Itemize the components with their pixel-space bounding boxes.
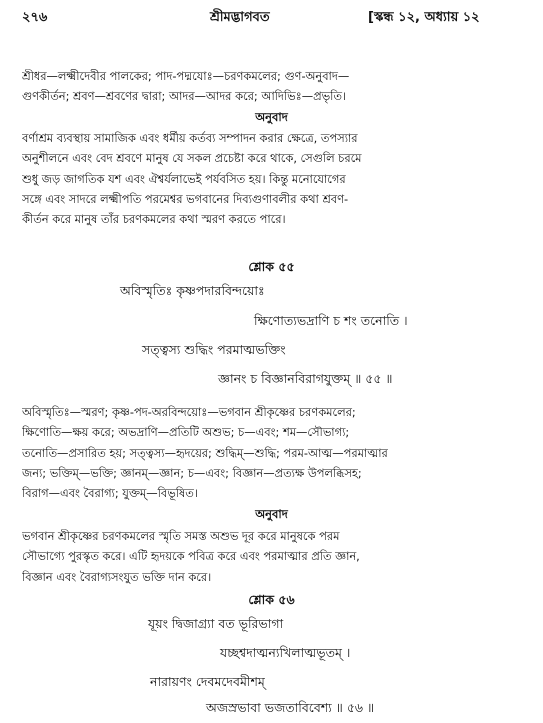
translation-line: কীর্তন করে মানুষ তাঁর চরণকমলের কথা স্মরণ করতে পারে। bbox=[22, 212, 286, 227]
synonym-line: জন্য; ভক্তিম্—ভক্তি; জ্ঞানম্—জ্ঞান; চ—এবং; বিজ্ঞান—প্রত্যক্ষ উপলব্ধিসহ; bbox=[22, 465, 362, 480]
synonyms-block-55 bbox=[22, 402, 525, 503]
translation-line: সৌভাগ্যে পুরস্কৃত করে। এটি হৃদয়কে পবিত্র করে এবং পরমাত্মার প্রতি জ্ঞান, bbox=[22, 549, 360, 564]
verse-56-line-4: অজস্রভাবা ভজতাবিবেশ্য ॥ ৫৬ ॥ bbox=[206, 700, 375, 715]
book-title: শ্রীমদ্ভাগবত bbox=[210, 10, 270, 25]
translation-block-55 bbox=[22, 526, 525, 587]
verse-55-line-2: ক্ষিণোত্যভদ্রাণি চ শং তনোতি । bbox=[254, 313, 408, 328]
verse-heading-55: শ্লোক ৫৫ bbox=[248, 259, 295, 274]
verse-56-line-1: যূয়ং দ্বিজাগ্র্যা বত ভূরিভাগা bbox=[148, 616, 284, 631]
verse-heading-56: শ্লোক ৫৬ bbox=[248, 592, 295, 607]
translation-line: ভগবান শ্রীকৃষ্ণের চরণকমলের স্মৃতি সমস্ত অশুভ দূর করে মানুষকে পরম bbox=[22, 529, 340, 543]
synonym-line: বিরাগ—এবং বৈরাগ্য; যুক্তম্—বিভূষিত। bbox=[22, 486, 198, 501]
translation-heading-55: অনুবাদ bbox=[255, 507, 288, 521]
translation-line: অনুশীলনে এবং বেদ শ্রবণে মানুষ যে সকল প্রচেষ্টা করে থাকে, সেগুলি চরমে bbox=[22, 151, 362, 166]
chapter-reference: [স্কন্ধ ১২, অধ্যায় ১২ bbox=[368, 10, 480, 25]
verse-56-line-2: যচ্ছশ্বদাত্মন্যখিলাত্মভূতম্ । bbox=[220, 645, 351, 660]
verse-55-line-4: জ্ঞানং চ বিজ্ঞানবিরাগযুক্তম্ ॥ ৫৫ ॥ bbox=[218, 371, 393, 386]
synonym-line: শ্রীধর—লক্ষ্মীদেবীর পালকের; পাদ-পদ্মযোঃ—চরণকমলের; গুণ-অনুবাদ— bbox=[22, 69, 350, 83]
page-number: ২৭৬ bbox=[22, 10, 48, 25]
translation-line: সঙ্গে এবং সাদরে লক্ষ্মীপতি পরমেশ্বর ভগবানের দিব্যগুণাবলীর কথা শ্রবণ- bbox=[22, 191, 349, 206]
synonyms-block-54 bbox=[22, 66, 525, 107]
verse-55-line-3: সত্ত্বস্য শুদ্ধিং পরমাত্মভক্তিং bbox=[142, 342, 286, 357]
translation-heading: অনুবাদ bbox=[255, 110, 288, 124]
verse-56-line-3: নারায়ণং দেবমদেবমীশম্ bbox=[150, 674, 265, 689]
synonym-line: তনোতি—প্রসারিত হয়; সত্ত্বস্য—হৃদয়ের; শুদ্ধিম্—শুদ্ধি; পরম-আত্ম—পরমাত্মার bbox=[22, 445, 388, 460]
synonym-line: ক্ষিণোতি—ক্ষয় করে; অভদ্রাণি—প্রতিটি অশুভ; চ—এবং; শম—সৌভাগ্য; bbox=[22, 425, 350, 440]
translation-line: শুধু জড় জাগতিক যশ এবং ঐশ্বর্যলাভেই পর্যবসিত হয়। কিন্তু মনোযোগের bbox=[22, 171, 346, 186]
verse-55-line-1: অবিস্মৃতিঃ কৃষ্ণপদারবিন্দয়োঃ bbox=[120, 283, 265, 298]
translation-block-54 bbox=[22, 128, 525, 229]
translation-line: বিজ্ঞান এবং বৈরাগ্যসংযুত ভক্তি দান করে। bbox=[22, 569, 212, 584]
synonym-line: অবিস্মৃতিঃ—স্মরণ; কৃষ্ণ-পদ-অরবিন্দয়োঃ—ভগবান শ্রীকৃষ্ণের চরণকমলের; bbox=[22, 405, 356, 419]
translation-line: বর্ণাশ্রম ব্যবস্থায় সামাজিক এবং ধর্মীয় কর্তব্য সম্পাদন করার ক্ষেত্রে, তপস্যার bbox=[22, 131, 358, 145]
synonym-line: গুণকীর্তন; শ্রবণ—শ্রবণের দ্বারা; আদর—আদর করে; আদিভিঃ—প্রভৃতি। bbox=[22, 89, 346, 104]
